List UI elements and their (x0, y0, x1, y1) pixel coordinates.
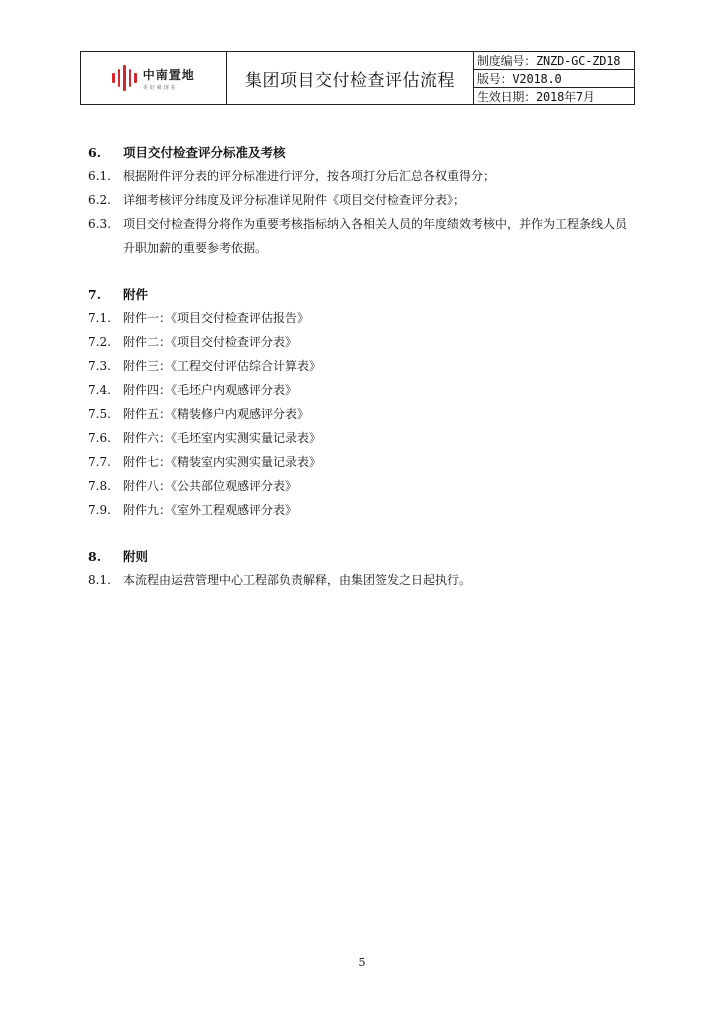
document-meta (474, 52, 634, 104)
item-number: 7.3. (88, 359, 111, 373)
item-number: 7.7. (88, 455, 111, 469)
item-number: 6.2. (88, 193, 111, 207)
list-item (88, 426, 636, 450)
item-text: 附件四：《毛坯户内观感评分表》 (123, 383, 298, 397)
item-text: 根据附件评分表的评分标准进行评分，按各项打分后汇总各权重得分； (123, 169, 496, 183)
doc-number: 制度编号：ZNZD-GC-ZD18 (477, 54, 621, 68)
list-item (88, 568, 636, 592)
item-text: 附件六：《毛坯室内实测实量记录表》 (123, 431, 322, 445)
list-item (88, 474, 636, 498)
effective-date: 生效日期：2018年7月 (474, 87, 634, 105)
item-text: 附件八：《公共部位观感评分表》 (123, 479, 298, 493)
item-number: 7.4. (88, 383, 111, 397)
item-text: 项目交付检查得分将作为重要考核指标纳入各相关人员的年度绩效考核中，并作为工程条线人员升职加薪的重要参考依据。 (123, 217, 628, 255)
item-number: 7.9. (88, 503, 111, 517)
item-text: 附件七：《精装室内实测实量记录表》 (123, 455, 322, 469)
logo-bars-icon (112, 65, 137, 91)
item-number: 7.2. (88, 335, 111, 349)
logo-name: 中南置地 (142, 67, 195, 82)
section-heading: 附则 (123, 549, 149, 564)
list-item (88, 330, 636, 354)
item-text: 附件一：《项目交付检查评估报告》 (123, 311, 310, 325)
document-title: 集团项目交付检查评估流程 (227, 52, 474, 104)
section-8 (88, 544, 636, 592)
item-text: 本流程由运营管理中心工程部负责解释，由集团签发之日起执行。 (123, 573, 472, 587)
section-7 (88, 282, 636, 522)
item-number: 7.6. (88, 431, 111, 445)
section-number: 6. (88, 144, 102, 160)
document-body (88, 140, 636, 614)
list-item (88, 498, 636, 522)
logo-cell (81, 52, 227, 104)
section-title (88, 544, 636, 568)
section-number: 8. (88, 548, 102, 564)
item-text: 附件二：《项目交付检查评分表》 (123, 335, 298, 349)
company-logo (112, 65, 195, 91)
item-number: 6.1. (88, 169, 111, 183)
item-number: 8.1. (88, 573, 111, 587)
list-item (88, 402, 636, 426)
item-text: 附件九：《室外工程观感评分表》 (123, 503, 298, 517)
section-title (88, 282, 636, 306)
item-text: 附件三：《工程交付评估综合计算表》 (123, 359, 322, 373)
page-number: 5 (358, 956, 366, 969)
list-item (88, 378, 636, 402)
list-item (88, 164, 636, 188)
list-item (88, 354, 636, 378)
list-item (88, 450, 636, 474)
section-heading: 附件 (123, 287, 149, 302)
section-number: 7. (88, 286, 102, 302)
item-number: 6.3. (88, 217, 111, 231)
item-number: 7.8. (88, 479, 111, 493)
doc-version: 版号：V2018.0 (474, 69, 634, 87)
logo-slogan: 美好就现在 (142, 84, 178, 91)
item-number: 7.1. (88, 311, 111, 325)
item-text: 附件五：《精装修户内观感评分表》 (123, 407, 310, 421)
section-6 (88, 140, 636, 260)
section-title (88, 140, 636, 164)
list-item (88, 306, 636, 330)
list-item (88, 188, 636, 212)
section-heading: 项目交付检查评分标准及考核 (123, 145, 286, 160)
item-text: 详细考核评分纬度及评分标准详见附件《项目交付检查评分表》； (123, 193, 466, 207)
item-number: 7.5. (88, 407, 111, 421)
list-item (88, 212, 636, 260)
document-header (80, 51, 635, 105)
